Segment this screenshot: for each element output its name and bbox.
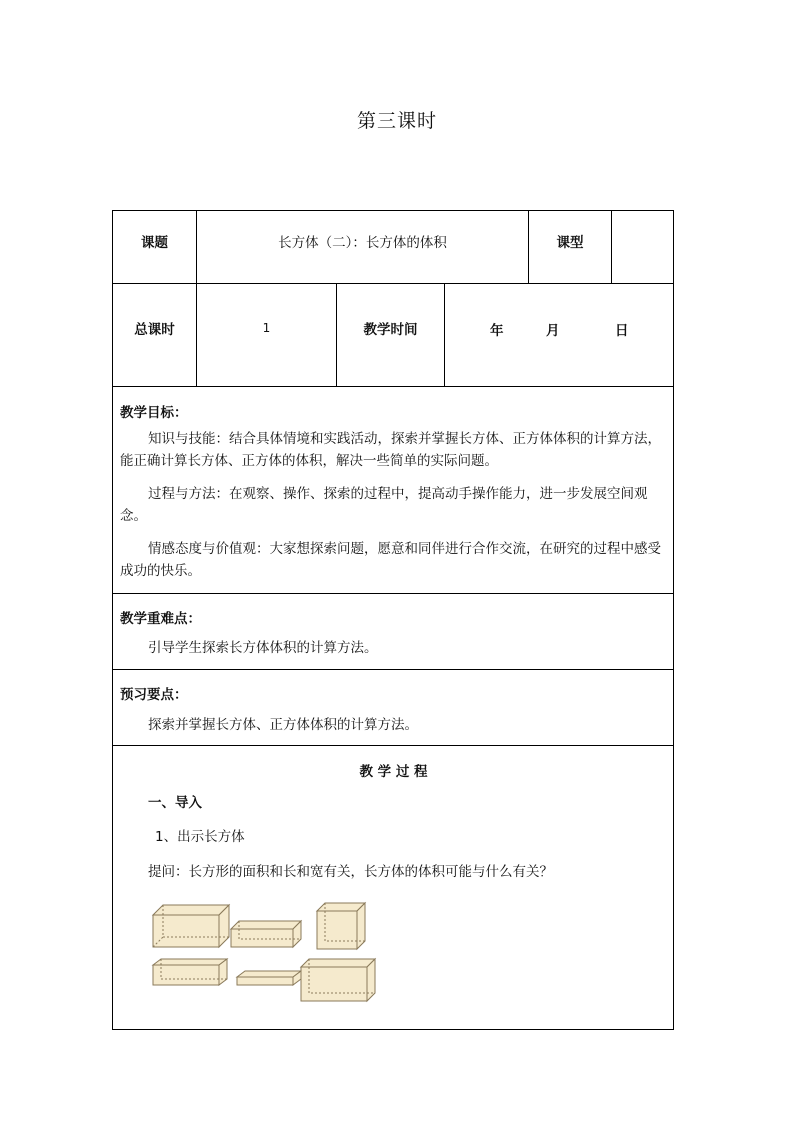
objective-attitude: 情感态度与价值观：大家想探索问题，愿意和同伴进行合作交流，在研究的过程中感受成功的快乐。 <box>120 541 661 579</box>
lesson-plan-table <box>112 210 674 1030</box>
cuboid-shape <box>153 905 229 947</box>
topic-label: 课题 <box>141 235 168 251</box>
total-hours-label: 总课时 <box>134 322 175 338</box>
cuboid-shape <box>231 921 301 947</box>
date-day: 日 <box>615 323 629 339</box>
topic-value: 长方体（二）：长方体的体积 <box>278 235 447 251</box>
teaching-date <box>445 319 674 339</box>
process-heading: 教 学 过 程 <box>359 764 428 780</box>
date-year: 年 <box>490 323 504 339</box>
cuboid-shape <box>301 959 375 1001</box>
key-points-text: 引导学生探索长方体体积的计算方法。 <box>148 640 378 656</box>
preview-text: 探索并掌握长方体、正方体体积的计算方法。 <box>148 717 418 733</box>
cube-shape <box>317 903 365 949</box>
objective-process: 过程与方法：在观察、操作、探索的过程中，提高动手操作能力，进一步发展空间观念。 <box>120 486 648 524</box>
row-divider <box>113 386 673 387</box>
row-divider <box>113 669 673 670</box>
intro-heading: 一、导入 <box>148 795 202 811</box>
step-1: 1、出示长方体 <box>155 829 245 845</box>
lesson-type-label: 课型 <box>556 235 584 251</box>
row-divider <box>113 593 673 594</box>
teaching-time-label: 教学时间 <box>363 322 418 338</box>
preview-label: 预习要点： <box>120 687 188 703</box>
date-month: 月 <box>546 323 560 339</box>
cuboid-shape <box>237 971 301 985</box>
row-divider <box>113 745 673 746</box>
objective-knowledge: 知识与技能：结合具体情境和实践活动，探索并掌握长方体、正方体体积的计算方法，能正确计算长方体、正方体的体积，解决一些简单的实际问题。 <box>120 431 661 469</box>
lesson-type-value <box>612 211 674 271</box>
objectives-label: 教学目标： <box>120 405 188 421</box>
page-title: 第三课时 <box>356 110 437 132</box>
cuboids-illustration <box>151 901 391 1009</box>
cuboid-shape <box>153 959 227 985</box>
key-points-label: 教学重难点： <box>120 611 201 627</box>
total-hours-value: 1 <box>262 321 271 335</box>
question-text: 提问：长方形的面积和长和宽有关，长方体的体积可能与什么有关？ <box>148 864 553 880</box>
